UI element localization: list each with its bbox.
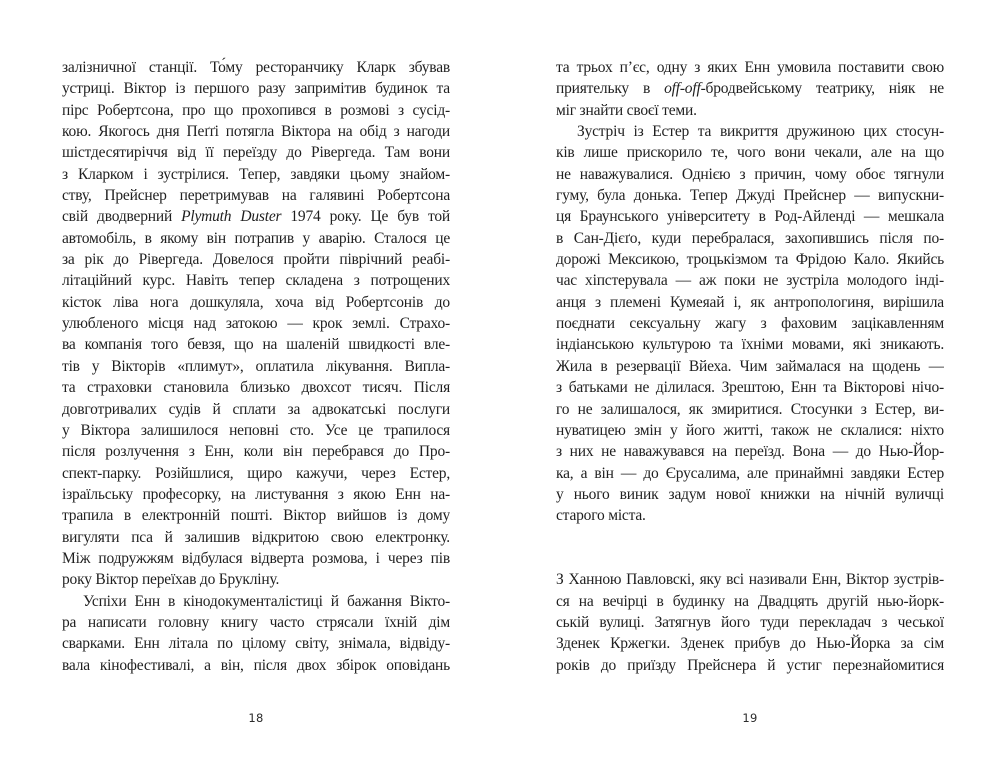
italic-text: off-off — [664, 80, 701, 98]
page-right-text — [556, 57, 944, 676]
text-line: Жила в резервації Вйеха. Чим займалася на щодень — — [556, 357, 944, 375]
text-line: міг знайти своєї теми. — [556, 101, 697, 119]
text-line: шістдесятиріччя від її переїзду до Рівергеда. Там вони — [62, 144, 450, 162]
text-line: анця з племені Кумеяай і, як антропологиня, вирішила — [556, 293, 944, 311]
text-line: спект-парку. Розійшлися, щиро кажучи, через Естер, — [62, 464, 450, 482]
text-line — [556, 78, 944, 99]
text-line: у Віктора залишилося неповні сто. Усе це трапилося — [62, 421, 450, 439]
text-line: поєднати сексуальну жагу з фаховим зацікавленням — [556, 315, 944, 333]
text-line: Зустріч із Естер та викриття дружиною цих стосун- — [577, 123, 944, 141]
text-line: час хіпстерувала — аж поки не зустріла молодого інді- — [556, 272, 944, 290]
section-break — [556, 527, 944, 570]
text-line: вала кінофестивалі, а він, після двох збірок оповідань — [62, 656, 450, 674]
text-line: го не залишалося, як змиритися. Стосунки з Естер, ви- — [556, 400, 944, 418]
text-line: ся на вечірці в будинку на Двадцять другій нью-йорк- — [556, 592, 944, 610]
text-line: сварками. Енн літала по цілому світу, знімала, відвіду- — [62, 635, 450, 653]
page-number-left: 18 — [248, 711, 264, 725]
text-line: гуму, була донька. Тепер Джуді Прейснер — випускни- — [556, 187, 944, 205]
text-line: індіанською культурою та їхніми мовами, які зникають. — [556, 336, 944, 354]
text-line: кісток ліва нога дошкуляла, хоча від Робертсонів до — [62, 293, 450, 311]
text-segment: приятельку в — [556, 80, 665, 98]
text-line: залізничної станції. То́му ресторанчику Кларк збував — [62, 59, 450, 76]
text-line: устриці. Віктор із першого разу запримітив будинок та — [62, 80, 450, 98]
text-line: року Віктор переїхав до Брукліну. — [62, 571, 280, 589]
text-line: трапила в електронній пошті. Віктор вийшов із дому — [62, 507, 450, 525]
text-line: довготривалих судів й сплати за адвокатські послуги — [62, 400, 450, 418]
text-line: старого міста. — [556, 507, 646, 525]
text-line: дорожі Мексикою, троцькізмом та Фрідою Кало. Якийсь — [556, 251, 944, 269]
text-line — [62, 206, 450, 227]
text-line: автомобіль, в якому він потрапив у аварію. Сталося це — [62, 229, 450, 247]
text-line: улюбленого місця над затокою — крок землі. Страхо- — [62, 315, 450, 333]
text-line: Успіхи Енн в кінодокументалістиці й бажання Вікто- — [83, 592, 450, 610]
text-line: літаційний курс. Навіть тепер складена з потрощених — [62, 272, 450, 290]
text-line: та трьох п’єс, одну з яких Енн умовила поставити свою — [556, 59, 944, 76]
text-line: Між подружжям відбулася відверта розмова, і через пів — [62, 549, 450, 567]
text-line: ка, а він — до Єрусалима, але принаймні завдяки Естер — [556, 464, 944, 482]
text-line: кою. Якогось дня Пеґґі потягла Віктора на обід з нагоди — [62, 123, 450, 141]
text-line: з Кларком і зустрілися. Тепер, завдяки цьому знайом- — [62, 165, 450, 183]
text-segment: -бродвейському театрику, ніяк не — [700, 80, 944, 98]
text-line: тів у Вікторів «плимут», оплатила лікування. Випла- — [62, 357, 450, 375]
text-line: ків лише прискорило те, чого вони чекали, але на що — [556, 144, 944, 162]
text-segment: 1974 року. Це був той — [281, 208, 450, 226]
text-line: З Ханною Павловскі, яку всі називали Енн, Віктор зустрів- — [556, 571, 944, 589]
text-line: ва компанія того бевзя, що на шаленій швидкості вле- — [62, 336, 450, 354]
text-line: Зденек Кржегки. Зденек прибув до Нью-Йорка за сім — [556, 635, 944, 653]
text-line: ізраїльську професорку, на листування з якою Енн на- — [62, 485, 450, 503]
text-segment: свій дводверний — [62, 208, 182, 226]
page-number-right: 19 — [742, 711, 758, 725]
text-line: ра написати головну книгу часто стрясали їхній дім — [62, 613, 450, 631]
text-line: з них не наважувався на переїзд. Вона — до Нью-Йор- — [556, 443, 944, 461]
text-line: в Сан-Дієґо, куди перебралася, захопившись після по- — [556, 229, 944, 247]
text-line: ству, Прейснер перетримував на галявині Робертсона — [62, 187, 450, 205]
italic-text: Plymuth Duster — [181, 208, 282, 226]
text-line: нуватицею змін у його житті, також не склалися: ніхто — [556, 421, 944, 439]
text-line: та страховки становила близько двохсот тисяч. Після — [62, 379, 450, 397]
text-line: років до приїзду Прейснера й устиг перезнайомитися — [556, 656, 944, 674]
page-left-text — [62, 57, 450, 676]
text-line: у нього виник задум нової книжки на нічній вуличці — [556, 485, 944, 503]
text-line: після розлучення з Енн, коли він перебрався до Про- — [62, 443, 450, 461]
text-line: ській вулиці. Затягнув його туди перекладач з чеської — [556, 613, 944, 631]
text-line: вигуляти пса й залишив відкритою свою електронку. — [62, 528, 450, 546]
text-line: з батьками не ділилася. Зрештою, Енн та Вікторові нічо- — [556, 379, 944, 397]
text-line: не наважувалися. Однією з причин, чому обоє тягнули — [556, 165, 944, 183]
text-line: ця Браунського університету в Род-Айленді — мешкала — [556, 208, 944, 226]
text-line: за рік до Рівергеда. Довелося пройти піврічний реабі- — [62, 251, 450, 269]
text-line: пірс Робертсона, про що прохопився в розмові з сусід- — [62, 101, 450, 119]
